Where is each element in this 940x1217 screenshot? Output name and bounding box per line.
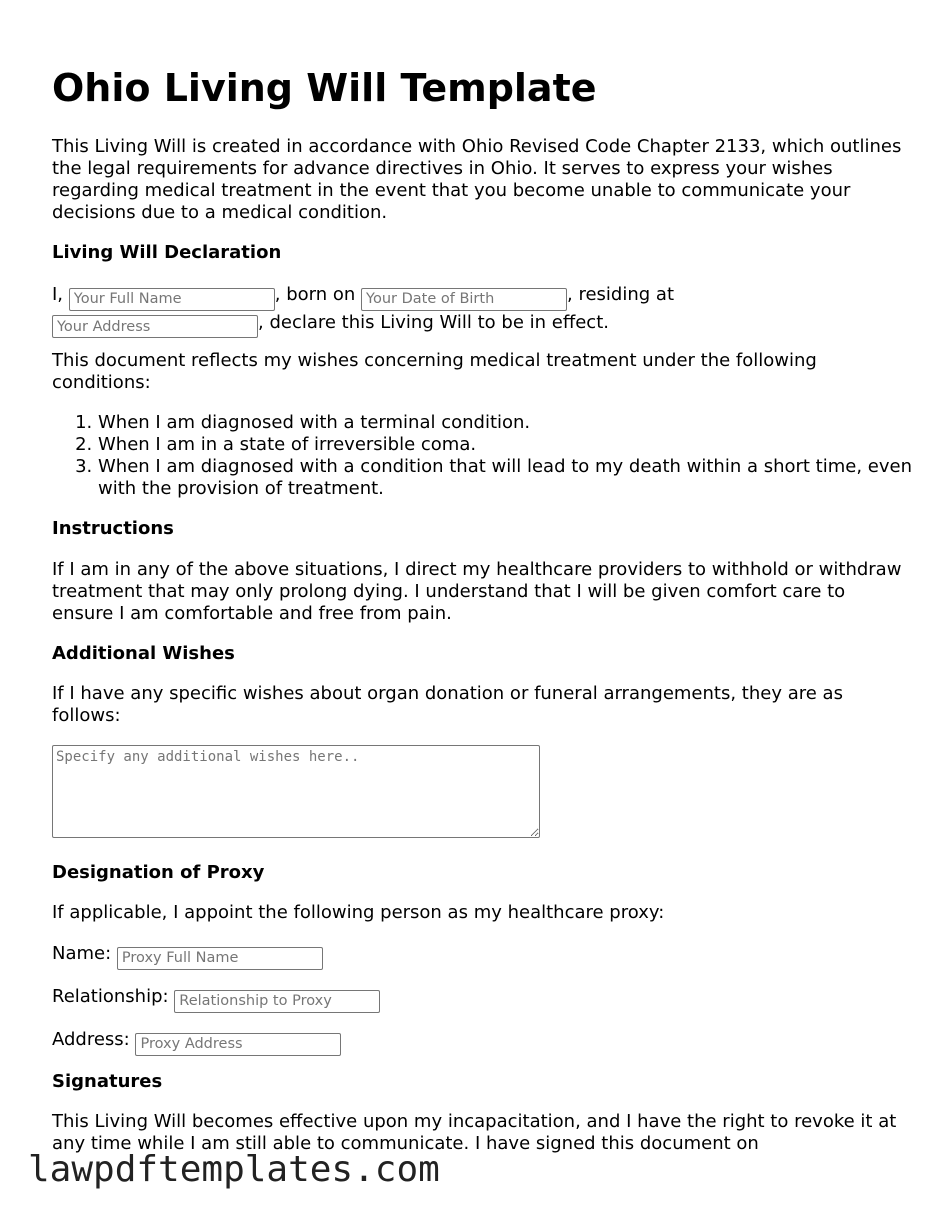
instructions-paragraph: If I am in any of the above situations, I direct my healthcare providers to withhold or withdraw treatment that may only prolong dying. I understand that I will be given comfort care to ensure I am comfortable and free from pain. bbox=[52, 559, 902, 624]
address-input[interactable] bbox=[52, 315, 258, 338]
additional-wishes-paragraph: If I have any specific wishes about organ donation or funeral arrangements, they are as follows: bbox=[52, 683, 843, 726]
full-name-input[interactable] bbox=[69, 288, 275, 311]
proxy-address-input[interactable] bbox=[135, 1033, 341, 1056]
declaration-paragraph bbox=[52, 283, 902, 338]
signatures-heading: Signatures bbox=[52, 1071, 163, 1092]
signatures-paragraph: This Living Will becomes effective upon my incapacitation, and I have the right to revoke it at any time while I am still able to communicate. I have signed this document on bbox=[52, 1111, 897, 1154]
declaration-text-residing: , residing at bbox=[567, 284, 675, 305]
condition-item: 1. When I am diagnosed with a terminal condition. bbox=[98, 412, 940, 434]
proxy-address-label: Address: bbox=[52, 1029, 130, 1050]
proxy-relationship-row bbox=[52, 986, 902, 1013]
proxy-relationship-input[interactable] bbox=[174, 990, 380, 1013]
proxy-name-row bbox=[52, 943, 902, 970]
instructions-heading: Instructions bbox=[52, 518, 174, 539]
condition-item: 2. When I am in a state of irreversible coma. bbox=[98, 434, 940, 456]
additional-wishes-textarea[interactable] bbox=[52, 745, 540, 838]
proxy-heading: Designation of Proxy bbox=[52, 862, 265, 883]
additional-wishes-heading: Additional Wishes bbox=[52, 643, 235, 664]
page-title: Ohio Living Will Template bbox=[52, 66, 597, 110]
date-of-birth-input[interactable] bbox=[361, 288, 567, 311]
conditions-intro: This document reflects my wishes concerning medical treatment under the following conditions: bbox=[52, 350, 817, 393]
declaration-text-i: I, bbox=[52, 284, 64, 305]
declaration-heading: Living Will Declaration bbox=[52, 242, 282, 263]
proxy-name-input[interactable] bbox=[117, 947, 323, 970]
declaration-text-declare: , declare this Living Will to be in effect. bbox=[258, 311, 609, 333]
intro-paragraph: This Living Will is created in accordance with Ohio Revised Code Chapter 2133, which outlines the legal requirements for advance directives in Ohio. It serves to express your wishes regarding medical treatment in the event that you become unable to communicate your decisions due to a medical condition. bbox=[52, 136, 902, 223]
watermark-text: lawpdftemplates.com bbox=[28, 1149, 440, 1190]
proxy-address-row bbox=[52, 1029, 902, 1056]
proxy-paragraph: If applicable, I appoint the following person as my healthcare proxy: bbox=[52, 902, 665, 923]
proxy-name-label: Name: bbox=[52, 943, 112, 964]
condition-item: 3. When I am diagnosed with a condition that will lead to my death within a short time, even with the provision of treatment. bbox=[98, 456, 940, 500]
declaration-text-born: , born on bbox=[274, 284, 356, 305]
conditions-list bbox=[52, 412, 940, 500]
proxy-relationship-label: Relationship: bbox=[52, 986, 169, 1007]
